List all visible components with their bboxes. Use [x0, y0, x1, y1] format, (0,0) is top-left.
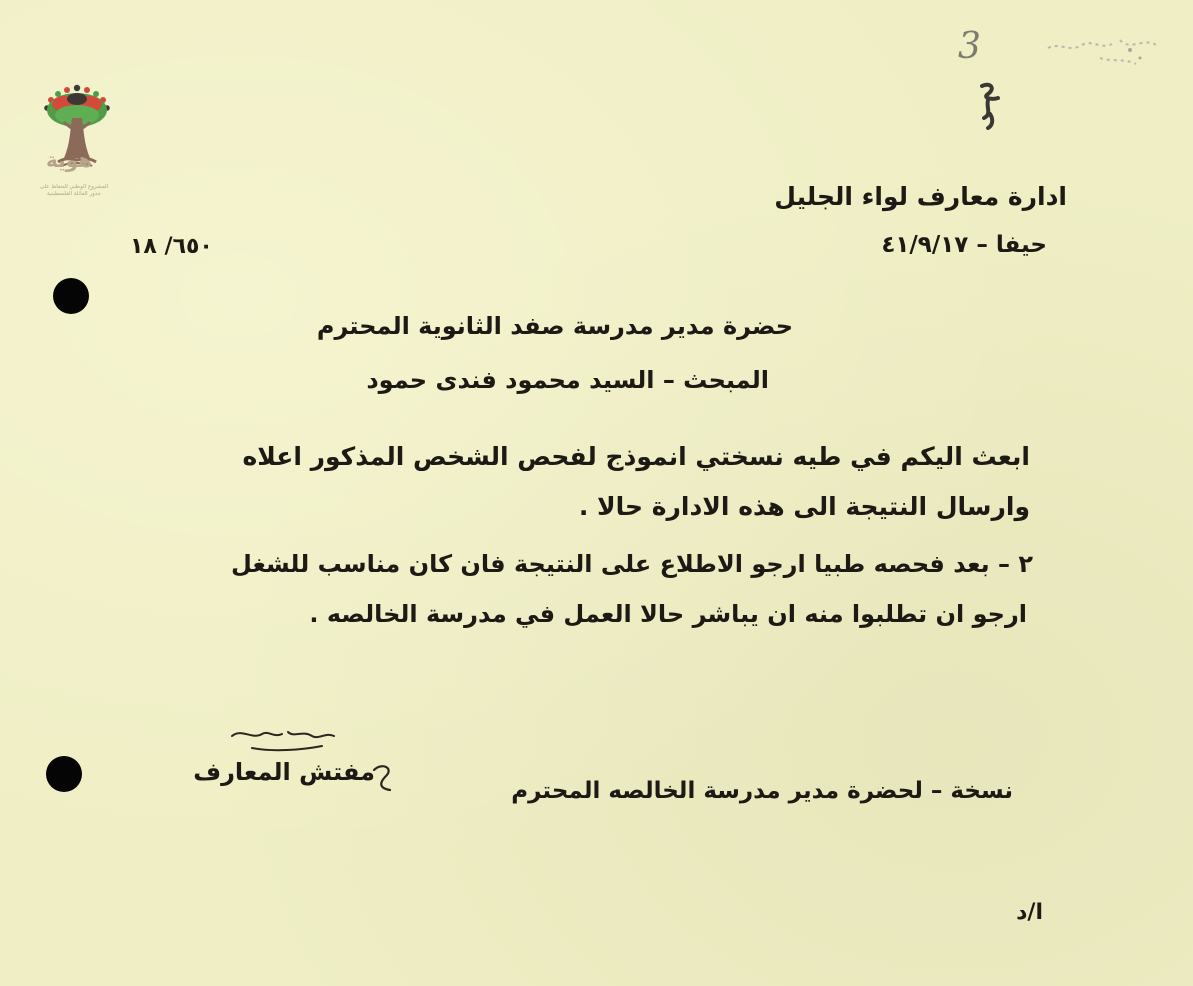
reference-number: ٦٥٠/ ١٨ [130, 234, 213, 259]
handwritten-mark-icon [970, 78, 1010, 130]
faint-stamp-icon [1040, 28, 1170, 88]
addressee-line: حضرة مدير مدرسة صفد الثانوية المحترم [316, 312, 793, 340]
handwritten-signature-icon [222, 722, 342, 762]
body-paragraph-2-line-1: ٢ – بعد فحصه طبيا ارجو الاطلاع على النتيجة فان كان مناسب للشغل [231, 550, 1033, 578]
punch-hole-top [53, 278, 89, 314]
footer-code: ا/د [1016, 900, 1043, 925]
punch-hole-bottom [46, 756, 82, 792]
body-paragraph-1-line-1: ابعث اليكم في طيه نسختي انموذج لفحص الشخص المذكور اعلاه [242, 442, 1030, 471]
body-paragraph-1-line-2: وارسال النتيجة الى هذه الادارة حالا . [578, 492, 1030, 521]
handwritten-number: 3 [958, 26, 981, 67]
place-date: حيفا – ٤١/٩/١٧ [881, 232, 1047, 258]
logo-name: هوية [45, 148, 93, 172]
subject-line: المبحث – السيد محمود فندى حمود [366, 366, 769, 394]
signature-flourish-icon [368, 760, 398, 794]
copy-to-line: نسخة – لحضرة مدير مدرسة الخالصه المحترم [511, 778, 1013, 804]
logo-tagline: المشروع الوطني للحفاظ على جذور العائلة الفلسطينية [39, 184, 109, 197]
body-paragraph-2-line-2: ارجو ان تطلبوا منه ان يباشر حالا العمل في مدرسة الخالصه . [309, 600, 1027, 628]
signature-title: مفتش المعارف [193, 758, 375, 786]
department-heading: ادارة معارف لواء الجليل [774, 182, 1067, 211]
